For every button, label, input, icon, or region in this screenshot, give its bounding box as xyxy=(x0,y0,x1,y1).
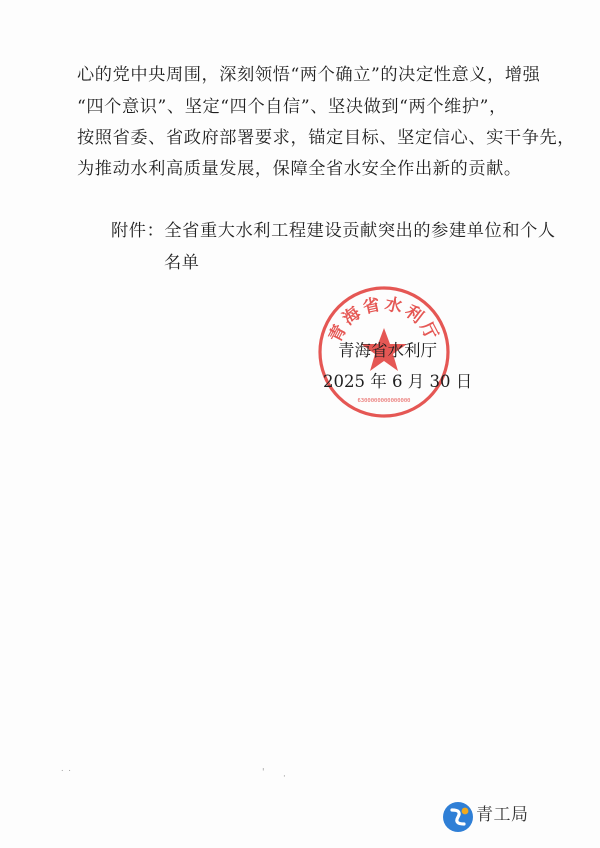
scan-speck: ˙ ˙ xyxy=(60,770,72,780)
publisher-watermark-text: 青工局 xyxy=(476,805,529,825)
seal-code: 6300000000000000 xyxy=(357,398,411,404)
attachment-line-1: 附件：全省重大水利工程建设贡献突出的参建单位和个人 xyxy=(111,221,556,241)
body-line-4: 为推动水利高质量发展，保障全省水安全作出新的贡献。 xyxy=(77,159,522,179)
issue-date: 2025 年 6 月 30 日 xyxy=(323,372,473,391)
attachment-line-2: 名单 xyxy=(164,253,200,273)
scan-speck: · xyxy=(283,772,286,782)
publisher-logo-icon xyxy=(442,801,474,833)
body-line-1: 心的党中央周围，深刻领悟“两个确立”的决定性意义，增强 xyxy=(77,65,541,85)
issuer-name: 青海省水利厅 xyxy=(338,341,437,360)
body-line-3: 按照省委、省政府部署要求，锚定目标、坚定信心、实干争先， xyxy=(77,128,576,148)
scan-speck: ' xyxy=(262,768,265,778)
seal-text: 青海省水利厅 xyxy=(325,294,443,346)
body-line-2: “四个意识”、坚定“四个自信”、坚决做到“两个维护”， xyxy=(77,97,507,117)
